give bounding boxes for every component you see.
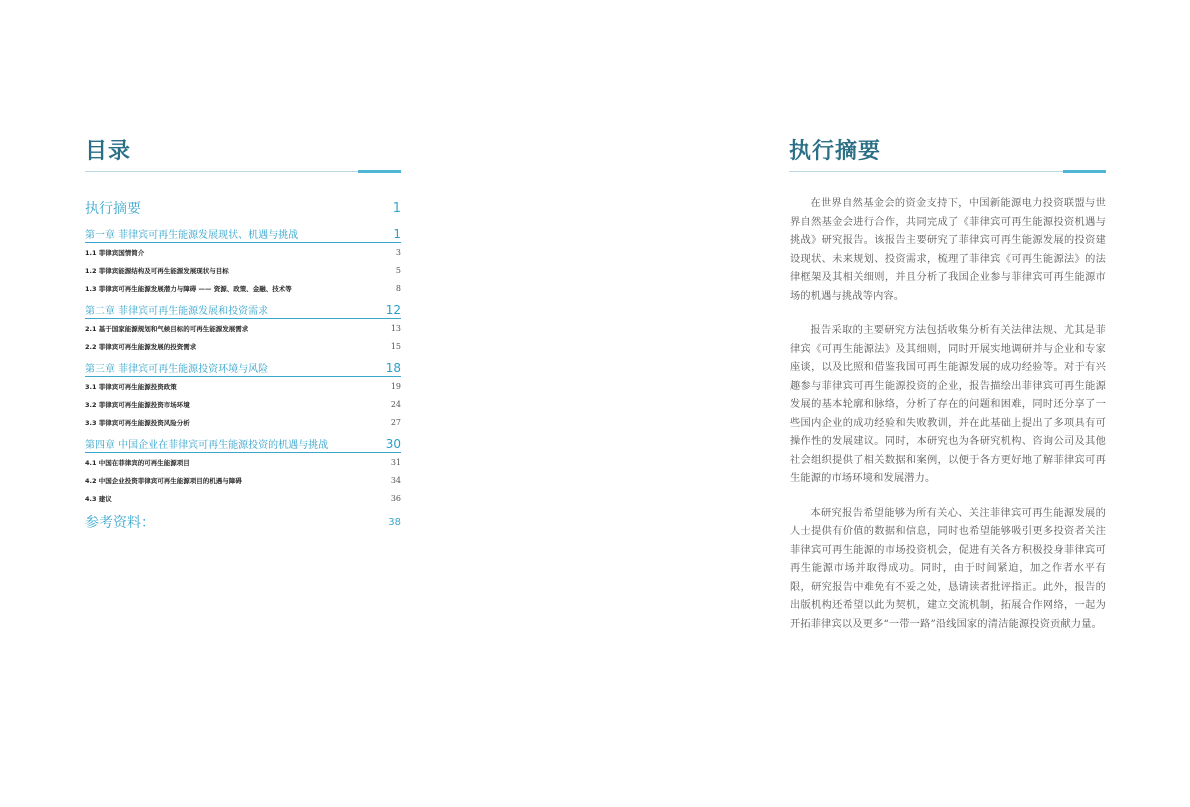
toc-entry-executive-summary[interactable] bbox=[85, 195, 401, 221]
toc-entry-section-3-3[interactable] bbox=[85, 413, 401, 431]
toc-entry-chapter-3[interactable] bbox=[85, 360, 401, 377]
toc-list bbox=[85, 195, 401, 533]
toc-entry-page: 15 bbox=[390, 341, 401, 351]
toc-entry-section-2-2[interactable] bbox=[85, 337, 401, 355]
toc-entry-page: 30 bbox=[385, 437, 401, 451]
toc-entry-section-3-2[interactable] bbox=[85, 395, 401, 413]
toc-entry-page: 31 bbox=[390, 457, 401, 467]
toc-entry-page: 1 bbox=[393, 227, 401, 241]
summary-title-underline bbox=[789, 171, 1079, 172]
toc-entry-label: 第一章 菲律宾可再生能源发展现状、机遇与挑战 bbox=[85, 230, 299, 241]
toc-entry-label: 3.3 菲律宾可再生能源投资风险分析 bbox=[85, 418, 190, 427]
toc-title-underline bbox=[85, 171, 387, 172]
toc-entry-label: 执行摘要 bbox=[85, 201, 141, 217]
toc-entry-label: 4.3 建议 bbox=[85, 494, 112, 503]
toc-entry-page: 19 bbox=[390, 381, 401, 391]
toc-title: 目录 bbox=[85, 139, 132, 164]
toc-entry-page: 3 bbox=[395, 247, 401, 257]
toc-entry-section-4-1[interactable] bbox=[85, 453, 401, 471]
toc-entry-section-2-1[interactable] bbox=[85, 319, 401, 337]
toc-entry-page: 8 bbox=[395, 283, 401, 293]
toc-entry-page: 38 bbox=[388, 516, 401, 528]
toc-entry-page: 13 bbox=[390, 323, 401, 333]
toc-entry-label: 第二章 菲律宾可再生能源发展和投资需求 bbox=[85, 306, 269, 317]
toc-entry-label: 1.1 菲律宾国情简介 bbox=[85, 248, 145, 257]
toc-entry-section-1-1[interactable] bbox=[85, 243, 401, 261]
toc-entry-label: 4.2 中国企业投资菲律宾可再生能源项目的机遇与障碍 bbox=[85, 476, 242, 485]
toc-entry-label: 参考资料： bbox=[85, 515, 155, 531]
toc-entry-label: 第三章 菲律宾可再生能源投资环境与风险 bbox=[85, 364, 269, 375]
toc-entry-chapter-1[interactable] bbox=[85, 226, 401, 243]
toc-entry-label: 3.1 菲律宾可再生能源投资政策 bbox=[85, 382, 177, 391]
toc-entry-label: 3.2 菲律宾可再生能源投资市场环境 bbox=[85, 400, 190, 409]
summary-title-accent-rule bbox=[1063, 170, 1106, 173]
toc-entry-label: 1.2 菲律宾能源结构及可再生能源发展现状与目标 bbox=[85, 266, 229, 275]
toc-entry-section-4-2[interactable] bbox=[85, 471, 401, 489]
toc-entry-page: 34 bbox=[390, 475, 401, 485]
toc-entry-label: 2.1 基于国家能源规划和气候目标的可再生能源发展需求 bbox=[85, 324, 249, 333]
toc-entry-page: 27 bbox=[390, 417, 401, 427]
toc-entry-chapter-2[interactable] bbox=[85, 302, 401, 319]
toc-entry-section-1-2[interactable] bbox=[85, 261, 401, 279]
summary-title: 执行摘要 bbox=[789, 139, 882, 164]
toc-entry-page: 12 bbox=[385, 303, 401, 317]
summary-paragraph-3: 本研究报告希望能够为所有关心、关注菲律宾可再生能源发展的人士提供有价值的数据和信息，同时也希望能够吸引更多投资者关注菲律宾可再生能源的市场投资机会，促进有关各方积极投身菲律宾可再生能源市场并取得成功。同时，由于时间紧迫，加之作者水平有限，研究报告中难免有不妥之处，恳请读者批评指正。此外，报告的出版机构还希望以此为契机，建立交流机制，拓展合作网络，一起为开拓菲律宾以及更多“一带一路”沿线国家的清洁能源投资贡献力量。 bbox=[790, 507, 1106, 630]
summary-body bbox=[790, 195, 1106, 650]
toc-title-accent-rule bbox=[358, 170, 401, 173]
toc-entry-label: 1.3 菲律宾可再生能源发展潜力与障碍 —— 资源、政策、金融、技术等 bbox=[85, 284, 292, 293]
toc-entry-page: 1 bbox=[392, 200, 401, 216]
toc-entry-page: 36 bbox=[390, 493, 401, 503]
toc-entry-page: 24 bbox=[390, 399, 401, 409]
toc-entry-label: 4.1 中国在菲律宾的可再生能源项目 bbox=[85, 458, 190, 467]
summary-paragraph-1: 在世界自然基金会的资金支持下，中国新能源电力投资联盟与世界自然基金会进行合作，共同完成了《菲律宾可再生能源投资机遇与挑战》研究报告。该报告主要研究了菲律宾可再生能源发展的投资建设现状、未来规划、投资需求，梳理了菲律宾《可再生能源法》的法律框架及其相关细则，并且分析了我国企业参与菲律宾可再生能源市场的机遇与挑战等内容。 bbox=[790, 198, 1106, 302]
toc-entry-label: 第四章 中国企业在菲律宾可再生能源投资的机遇与挑战 bbox=[85, 440, 329, 451]
summary-paragraph-2: 报告采取的主要研究方法包括收集分析有关法律法规、尤其是菲律宾《可再生能源法》及其细则，同时开展实地调研并与企业和专家座谈，以及比照和借鉴我国可再生能源发展的成功经验等。对于有兴趣参与菲律宾可再生能源投资的企业，报告描绘出菲律宾可再生能源发展的基本轮廓和脉络，分析了存在的问题和困难，同时还分享了一些国内企业的成功经验和失败教训，并在此基础上提出了多项具有可操作性的发展建议。同时，本研究也为各研究机构、咨询公司及其他社会组织提供了相关数据和案例，以便于各方更好地了解菲律宾可再生能源的市场环境和发展潜力。 bbox=[790, 325, 1106, 484]
toc-entry-section-3-1[interactable] bbox=[85, 377, 401, 395]
toc-entry-chapter-4[interactable] bbox=[85, 436, 401, 453]
toc-entry-references[interactable] bbox=[85, 511, 401, 533]
toc-entry-page: 18 bbox=[385, 361, 401, 375]
toc-entry-page: 5 bbox=[395, 265, 401, 275]
toc-entry-section-4-3[interactable] bbox=[85, 489, 401, 507]
toc-entry-label: 2.2 菲律宾可再生能源发展的投资需求 bbox=[85, 342, 197, 351]
toc-entry-section-1-3[interactable] bbox=[85, 279, 401, 297]
